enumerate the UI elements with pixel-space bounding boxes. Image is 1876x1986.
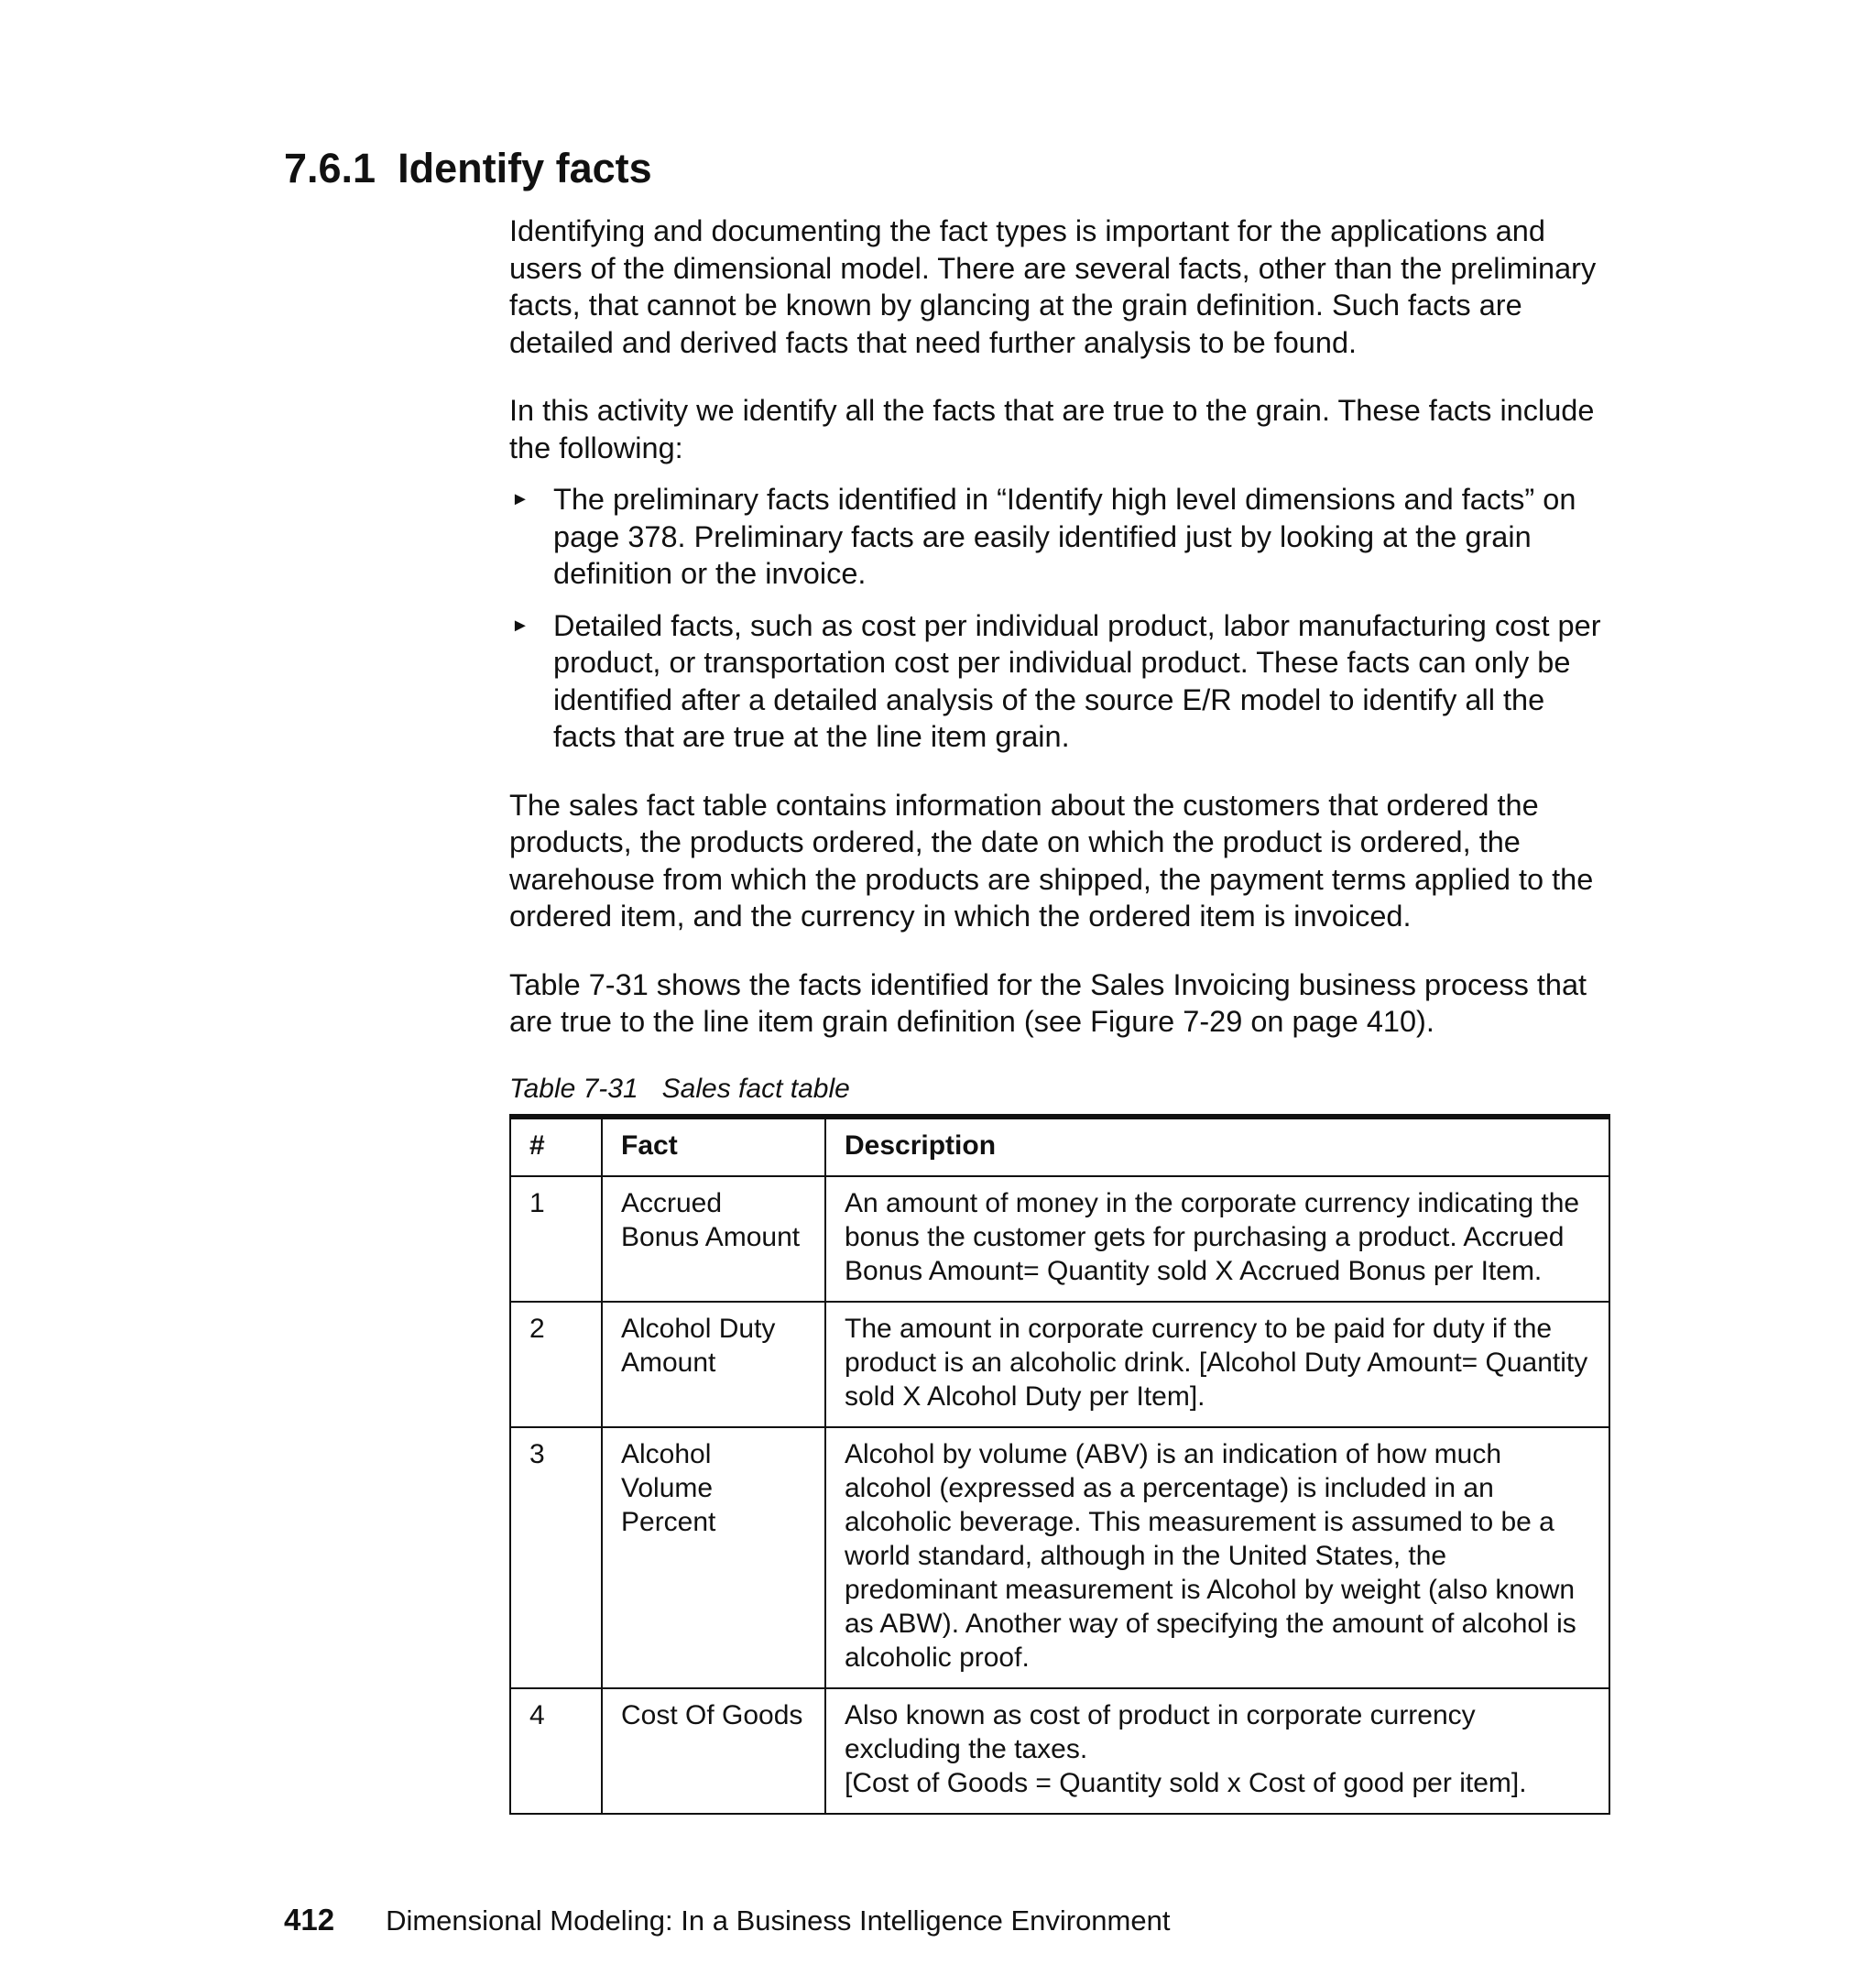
page-footer (284, 1902, 1170, 1939)
sales-fact-table (509, 1114, 1610, 1815)
facts-bullet-list (509, 481, 1609, 756)
activity-paragraph: In this activity we identify all the facts that are true to the grain. These facts include the following: (509, 394, 1595, 464)
table-caption-number: Table 7-31 (509, 1073, 638, 1104)
book-title: Dimensional Modeling: In a Business Intelligence Environment (386, 1904, 1171, 1937)
description-line: [Cost of Goods = Quantity sold x Cost of good per item]. (845, 1767, 1527, 1798)
body-content (509, 213, 1609, 1815)
section-number: 7.6.1 (284, 145, 376, 191)
table-caption-title: Sales fact table (661, 1073, 850, 1104)
triangle-bullet-icon: ► (511, 489, 529, 509)
cell-number: 3 (510, 1427, 602, 1688)
cell-description: Alcohol by volume (ABV) is an indication of how much alcohol (expressed as a percentage) is included in an alcoholic beverage. This measurement is assumed to be a world standard, although in the United States, the predominant measurement is Alcohol by weight (also known as ABW). Another way of specifying the amount of alcohol is alcoholic proof. (825, 1427, 1609, 1688)
table-row (510, 1688, 1609, 1814)
cell-description: The amount in corporate currency to be paid for duty if the product is an alcoholic drink. [Alcohol Duty Amount= Quantity sold X Alcohol Duty per Item]. (825, 1302, 1609, 1427)
table-row (510, 1176, 1609, 1302)
triangle-bullet-icon: ► (511, 615, 529, 636)
cell-description: An amount of money in the corporate currency indicating the bonus the customer gets for purchasing a product. Accrued Bonus Amount= Quantity sold X Accrued Bonus per Item. (825, 1176, 1609, 1302)
cell-number: 1 (510, 1176, 602, 1302)
table-caption (509, 1072, 1609, 1107)
description-line: Also known as cost of product in corporate currency excluding the taxes. (845, 1699, 1476, 1764)
cell-number: 4 (510, 1688, 602, 1814)
bullet-text: The preliminary facts identified in “Identify high level dimensions and facts” on page 378. Preliminary facts are easily identified just by looking at the grain definition or the invoice. (553, 483, 1576, 590)
cell-fact: Accrued Bonus Amount (602, 1176, 825, 1302)
table-reference-paragraph: Table 7-31 shows the facts identified for the Sales Invoicing business process that are true to the line item grain definition (see Figure 7-29 on page 410). (509, 967, 1587, 1038)
section-title: Identify facts (398, 145, 652, 191)
list-item (509, 481, 1609, 593)
cell-fact: Cost Of Goods (602, 1688, 825, 1814)
page-number: 412 (284, 1903, 335, 1937)
cell-fact: Alcohol Volume Percent (602, 1427, 825, 1688)
header-fact: Fact (602, 1117, 825, 1176)
table-header-row (510, 1117, 1609, 1176)
sales-paragraph: The sales fact table contains information about the customers that ordered the products, the products ordered, the date on which the product is ordered, the warehouse from which the products are shipped, the payment terms applied to the ordered item, and the currency in which the ordered item is invoiced. (509, 788, 1594, 933)
bullet-text: Detailed facts, such as cost per individual product, labor manufacturing cost per product, or transportation cost per individual product. These facts can only be identified after a detailed analysis of the source E/R model to identify all the facts that are true at the line item grain. (553, 608, 1601, 753)
cell-fact: Alcohol Duty Amount (602, 1302, 825, 1427)
header-description: Description (825, 1117, 1609, 1176)
table-row (510, 1427, 1609, 1688)
section-heading (284, 145, 652, 192)
intro-paragraph: Identifying and documenting the fact types is important for the applications and users of the dimensional model. There are several facts, other than the preliminary facts, that cannot be known by glancing at the grain definition. Such facts are detailed and derived facts that need further analysis to be found. (509, 214, 1597, 359)
cell-number: 2 (510, 1302, 602, 1427)
list-item (509, 607, 1609, 756)
table-row (510, 1302, 1609, 1427)
header-number: # (510, 1117, 602, 1176)
cell-description (825, 1688, 1609, 1814)
